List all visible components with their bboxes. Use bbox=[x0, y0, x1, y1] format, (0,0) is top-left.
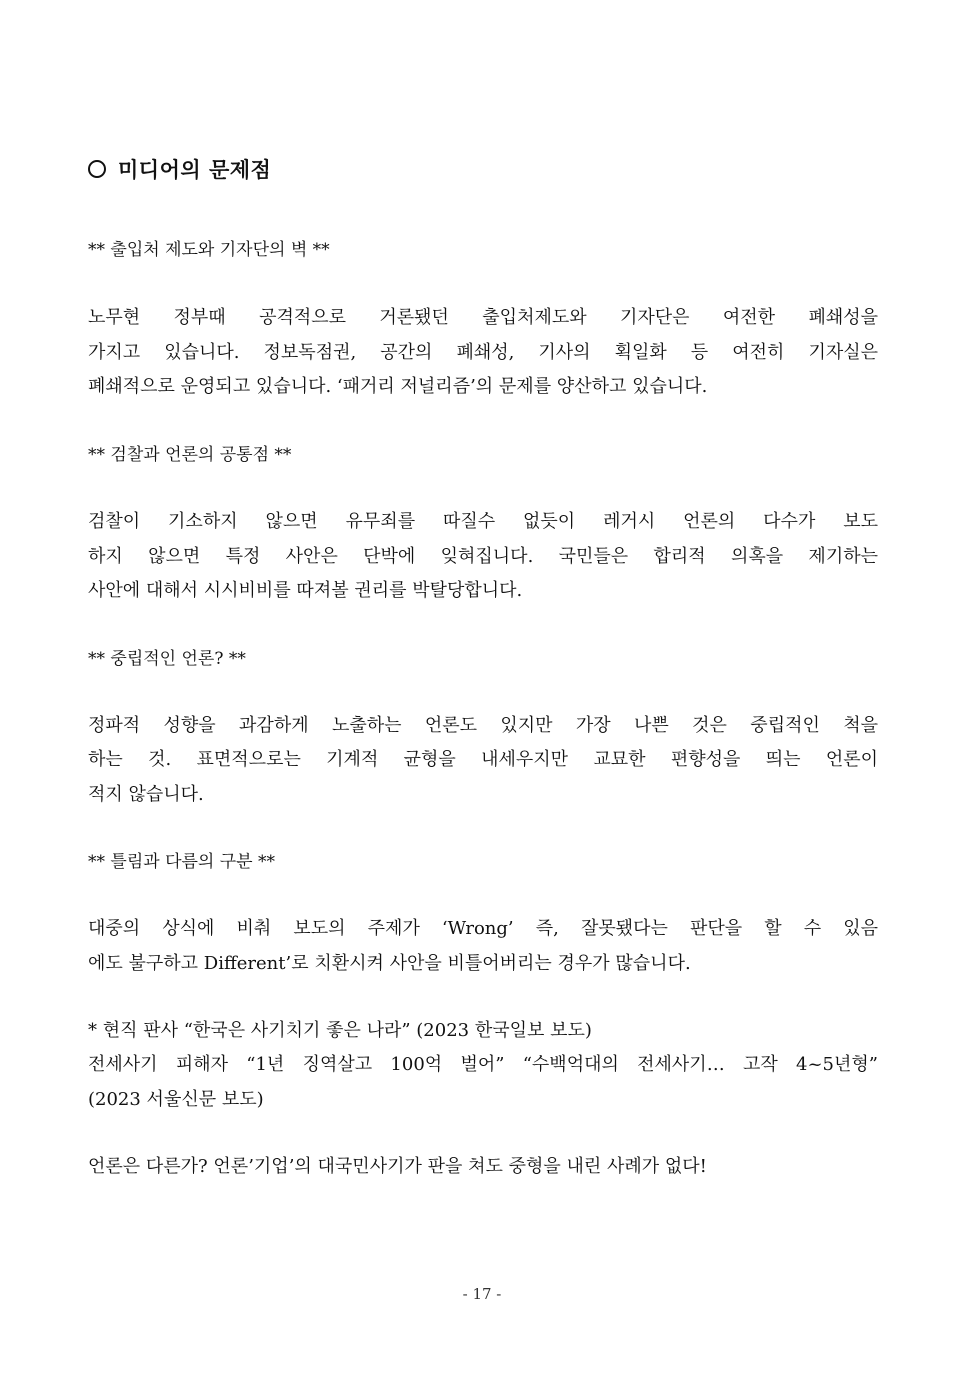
paragraph-line: 에도 불구하고 Different’로 치환시켜 사안을 비틀어버리는 경우가 많습니다. bbox=[88, 953, 691, 974]
paragraph-line: 하는 것. 표면적으로는 기계적 균형을 내세우지만 교묘한 편향성을 띄는 언론이 bbox=[88, 749, 878, 770]
subheading-wrong-different: ** 틀림과 다름의 구분 ** bbox=[88, 852, 275, 872]
paragraph-line: 노무현 정부때 공격적으로 거론됐던 출입처제도와 기자단은 여전한 폐쇄성을 bbox=[88, 307, 878, 328]
page-number: - 17 - bbox=[462, 1285, 502, 1303]
example-line: * 현직 판사 “한국은 사기치기 좋은 나라” (2023 한국일보 보도) bbox=[88, 1020, 592, 1041]
paragraph-line: 대중의 상식에 비춰 보도의 주제가 ‘Wrong’ 즉, 잘못됐다는 판단을 할 수 있음 bbox=[88, 918, 878, 939]
paragraph-line: 하지 않으면 특정 사안은 단박에 잊혀집니다. 국민들은 합리적 의혹을 제기하는 bbox=[88, 546, 878, 567]
subheading-neutral-press: ** 중립적인 언론? ** bbox=[88, 649, 246, 669]
paragraph-line: 검찰이 기소하지 않으면 유무죄를 따질수 없듯이 레거시 언론의 다수가 보도 bbox=[88, 511, 878, 532]
example-line: 전세사기 피해자 “1년 징역살고 100억 벌어” “수백억대의 전세사기… 고작 4~5년형” bbox=[88, 1054, 878, 1075]
section-heading bbox=[88, 154, 271, 184]
paragraph-line: 폐쇄적으로 운영되고 있습니다. ‘패거리 저널리즘’의 문제를 양산하고 있습니다. bbox=[88, 376, 708, 397]
paragraph-line: 정파적 성향을 과감하게 노출하는 언론도 있지만 가장 나쁜 것은 중립적인 척을 bbox=[88, 715, 878, 736]
paragraph-line: 적지 않습니다. bbox=[88, 784, 204, 805]
subheading-prosecution-press: ** 검찰과 언론의 공통점 ** bbox=[88, 445, 292, 465]
conclusion-line: 언론은 다른가? 언론’기업’의 대국민사기가 판을 쳐도 중형을 내린 사례가 없다! bbox=[88, 1156, 707, 1177]
paragraph-line: 가지고 있습니다. 정보독점권, 공간의 폐쇄성, 기사의 획일화 등 여전히 기자실은 bbox=[88, 342, 878, 363]
subheading-entry-system: ** 출입처 제도와 기자단의 벽 ** bbox=[88, 240, 330, 260]
circle-bullet-icon bbox=[88, 160, 106, 178]
paragraph-line: 사안에 대해서 시시비비를 따져볼 권리를 박탈당합니다. bbox=[88, 580, 523, 601]
section-heading-title: 미디어의 문제점 bbox=[118, 158, 272, 182]
example-line: (2023 서울신문 보도) bbox=[88, 1089, 264, 1110]
